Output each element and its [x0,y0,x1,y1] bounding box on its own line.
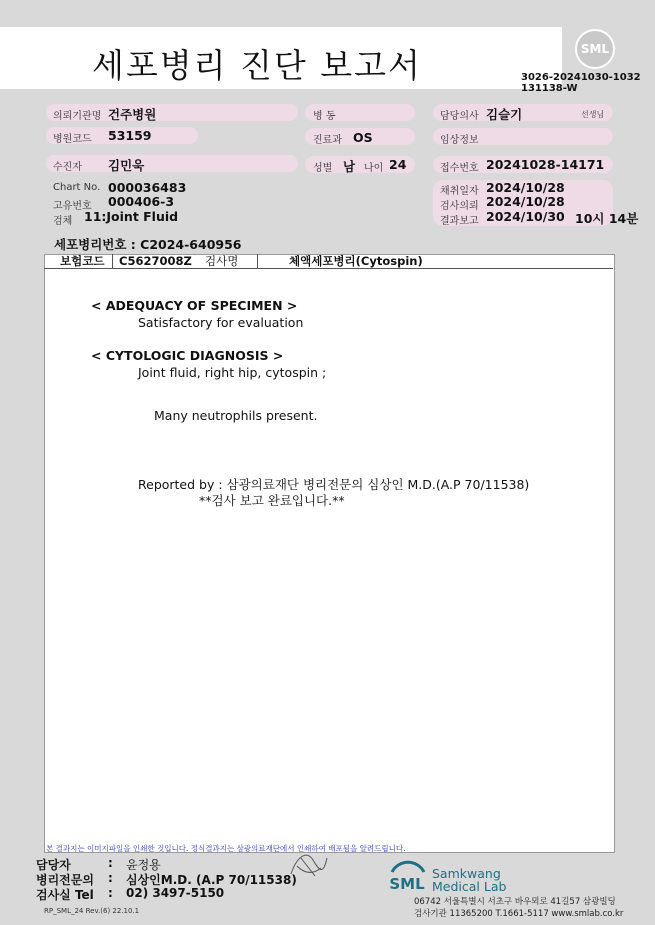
test-name-value: 체액세포병리(Cytospin) [289,254,423,268]
chart-no-value: 000036483 [108,180,187,195]
test-name-label: 검사명 [205,254,239,268]
signature-icon [287,846,331,884]
institution-label: 의뢰기관명 [53,111,102,122]
report-title: 세포병리 진단 보고서 [92,46,422,85]
lab-name [432,867,506,893]
patient-value: 김민욱 [108,158,145,173]
unique-no-label: 고유번호 [53,201,92,212]
request-date-value: 2024/10/28 [486,194,565,209]
receipt-no-label: 접수번호 [440,163,479,174]
colon: : [108,856,113,870]
insurance-code-value: C5627008Z [119,254,192,268]
form-code: RP_SML_24 Rev.(6) 22.10.1 [44,907,140,915]
report-id-line1: 3026-20241030-1032 [521,72,641,83]
doctor-label: 담당의사 [440,111,479,122]
department-label: 진료과 [313,135,342,146]
adequacy-heading: < ADEQUACY OF SPECIMEN > [91,298,298,313]
manager-label: 담당자 [36,858,71,872]
manager-value: 윤정용 [126,858,161,872]
insurance-code-label: 보험코드 [60,254,105,268]
institution-value: 건주병원 [108,107,157,122]
lab-name-line1: Samkwang [432,866,501,881]
collect-date-value: 2024/10/28 [486,180,565,195]
pathologist-label: 병리전문의 [36,873,94,887]
address: 06742 서울특별시 서초구 바우뫼로 41길57 삼광빌딩 [414,897,616,907]
receipt-no-value: 20241028-14171 [486,157,605,172]
specimen-value: 11:Joint Fluid [84,209,179,224]
chart-no-label: Chart No. [53,182,101,193]
hospital-code-value: 53159 [108,128,152,143]
report-id [521,72,641,94]
report-time-value: 10시 14분 [575,211,639,226]
lab-tel-value: 02) 3497-5150 [126,886,225,900]
logo-text: SML [389,875,425,893]
notice-text: 본 결과지는 이미지파일을 인쇄한 것입니다. 정식결과지는 삼광의료재단에서 인쇄하여 배포됨을 알려드립니다. [46,844,406,853]
doctor-value: 김슬기 [486,107,523,122]
pathologist-value: 심상인M.D. (A.P 70/11538) [126,873,297,887]
sml-logo [386,858,430,898]
table-divider [257,254,258,268]
finding-text: Many neutrophils present. [154,408,318,423]
doctor-suffix: 선생님 [581,110,605,119]
request-date-label: 검사의뢰 [440,201,479,212]
hospital-code-label: 병원코드 [53,134,92,145]
sex-value: 남 [343,159,356,174]
patient-label: 수진자 [53,162,82,173]
report-date-label: 결과보고 [440,216,479,227]
department-value: OS [353,130,373,145]
lab-tel-label: 검사실 Tel [36,888,94,902]
collect-date-label: 채취일자 [440,186,479,197]
patient-pill [46,155,298,172]
colon: : [108,871,113,885]
colon: : [108,886,113,900]
institution-info: 검사기관 11365200 T.1661-5117 www.smlab.co.kr [414,909,624,919]
report-date-value: 2024/10/30 [486,209,565,224]
age-label: 나이 [364,163,384,174]
table-divider [112,254,113,268]
badge-text: SML [580,42,610,56]
adequacy-text: Satisfactory for evaluation [138,315,304,330]
specimen-label: 검체 [53,216,73,227]
sml-badge-logo [570,28,624,70]
diagnosis-heading: < CYTOLOGIC DIAGNOSIS > [91,348,284,363]
clinical-info-label: 임상정보 [440,135,479,146]
pathology-number: 세포병리번호 : C2024-640956 [54,237,242,252]
lab-name-line2: Medical Lab [432,879,507,894]
reported-by: Reported by : 삼광의료재단 병리전문의 심상인 M.D.(A.P 70/11538) [138,477,530,492]
age-value: 24 [389,157,407,172]
sex-label: 성별 [313,163,333,174]
diagnosis-text: Joint fluid, right hip, cytospin ; [138,365,327,380]
report-id-line2: 131138-W [521,83,578,94]
ward-label: 병 동 [313,111,336,122]
complete-note: **검사 보고 완료입니다.** [199,493,345,508]
result-box [44,254,615,853]
unique-no-value: 000406-3 [108,194,175,209]
